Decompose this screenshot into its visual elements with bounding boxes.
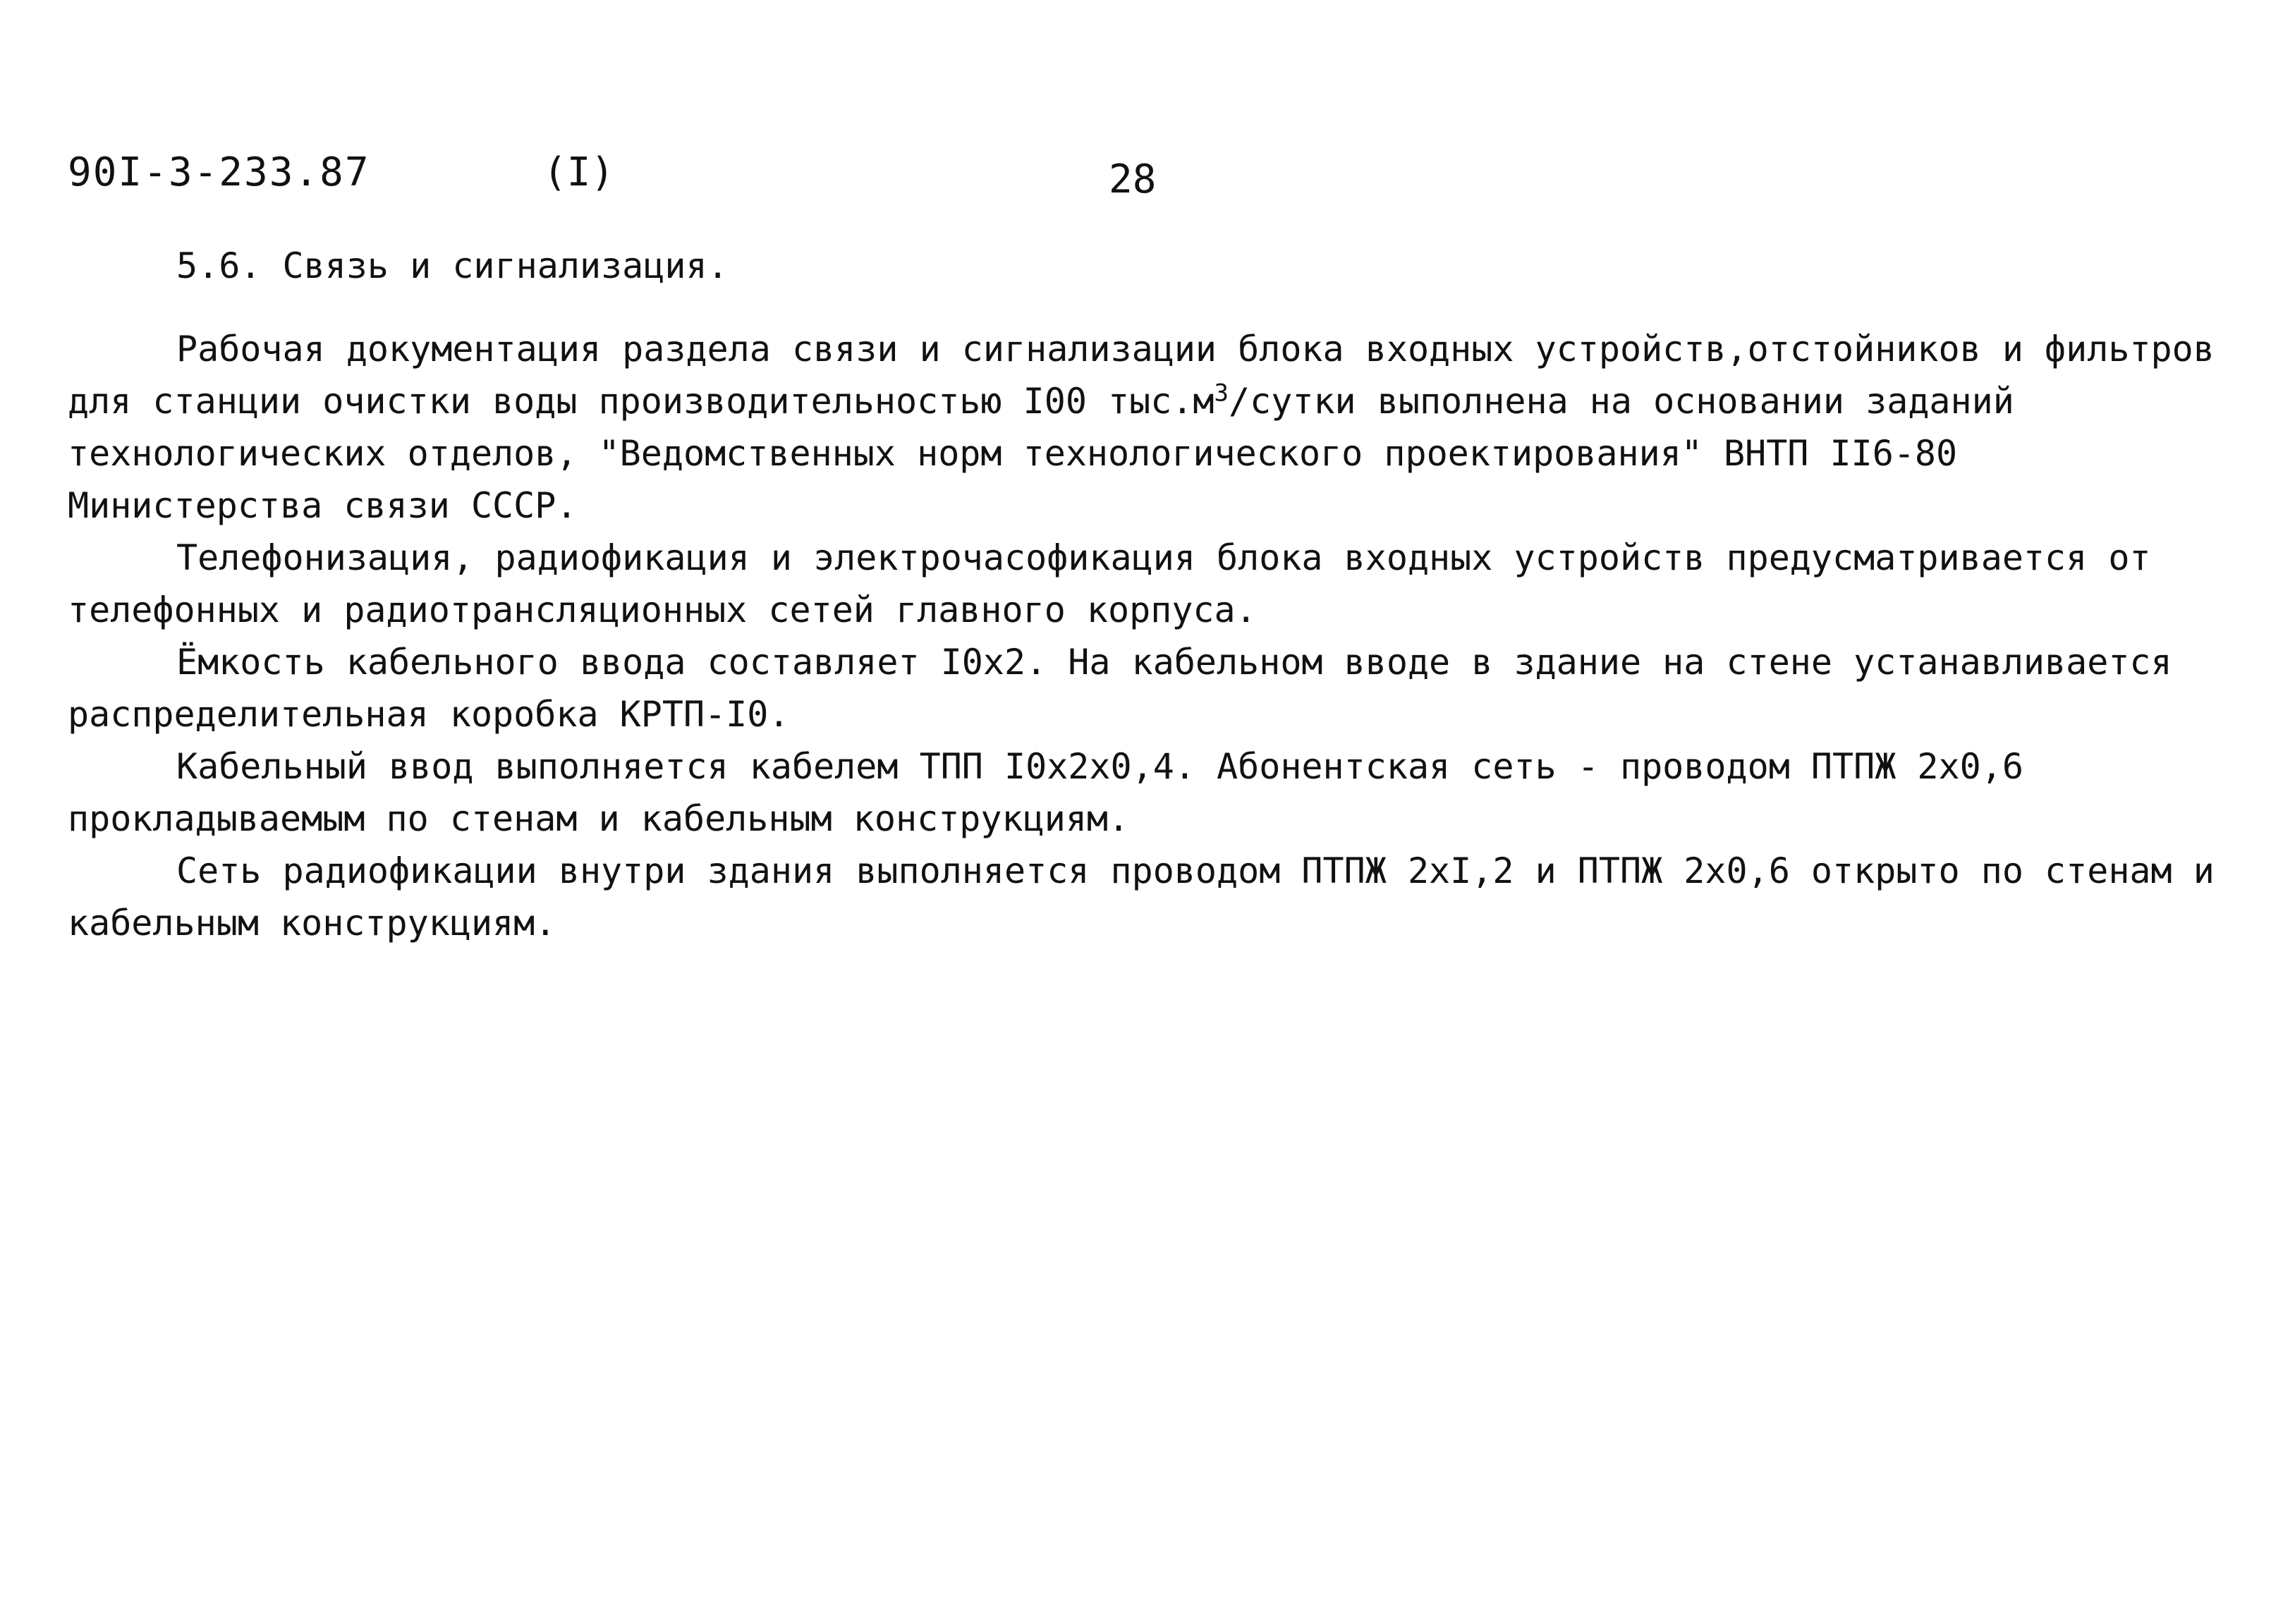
- paragraph-cable-entry: Кабельный ввод выполняется кабелем ТПП I0x2x0,4. Абонентская сеть - проводом ПТПЖ 2x0,6 прокладываемым по стенам и кабельным конструкциям.: [68, 746, 2023, 839]
- document-part: (I): [543, 149, 615, 195]
- document-body: [68, 240, 2226, 949]
- paragraph-documentation-basis: [68, 323, 2226, 532]
- paragraph-telephonization: Телефонизация, радиофикация и электрочасофикация блока входных устройств предусматривается от телефонных и радиотрансляционных сетей главного корпуса.: [68, 537, 2151, 630]
- paragraph-text: /сутки выполнена на основании заданий технологических отделов, "Ведомственных норм технологического проектирования" ВНТП II6-80 Министерства связи СССР.: [68, 381, 2014, 526]
- paragraph-text: Рабочая документация раздела связи и сигнализации блока входных устройств,отстойников и фильтров для станции очистки воды производительностью I00 тыс.м: [68, 329, 2215, 422]
- section-heading: 5.6. Связь и сигнализация.: [176, 245, 729, 286]
- paragraph-radio-network: Сеть радиофикации внутри здания выполняется проводом ПТПЖ 2xI,2 и ПТПЖ 2x0,6 открыто по стенам и кабельным конструкциям.: [68, 850, 2215, 944]
- paragraph-cable-capacity: Ёмкость кабельного ввода составляет I0x2. На кабельном вводе в здание на стене устанавливается распределительная коробка КРТП-I0.: [68, 642, 2172, 735]
- document-code: 90I-3-233.87: [68, 149, 370, 195]
- superscript-cubic: 3: [1214, 379, 1229, 408]
- page-number: 28: [1109, 157, 1157, 202]
